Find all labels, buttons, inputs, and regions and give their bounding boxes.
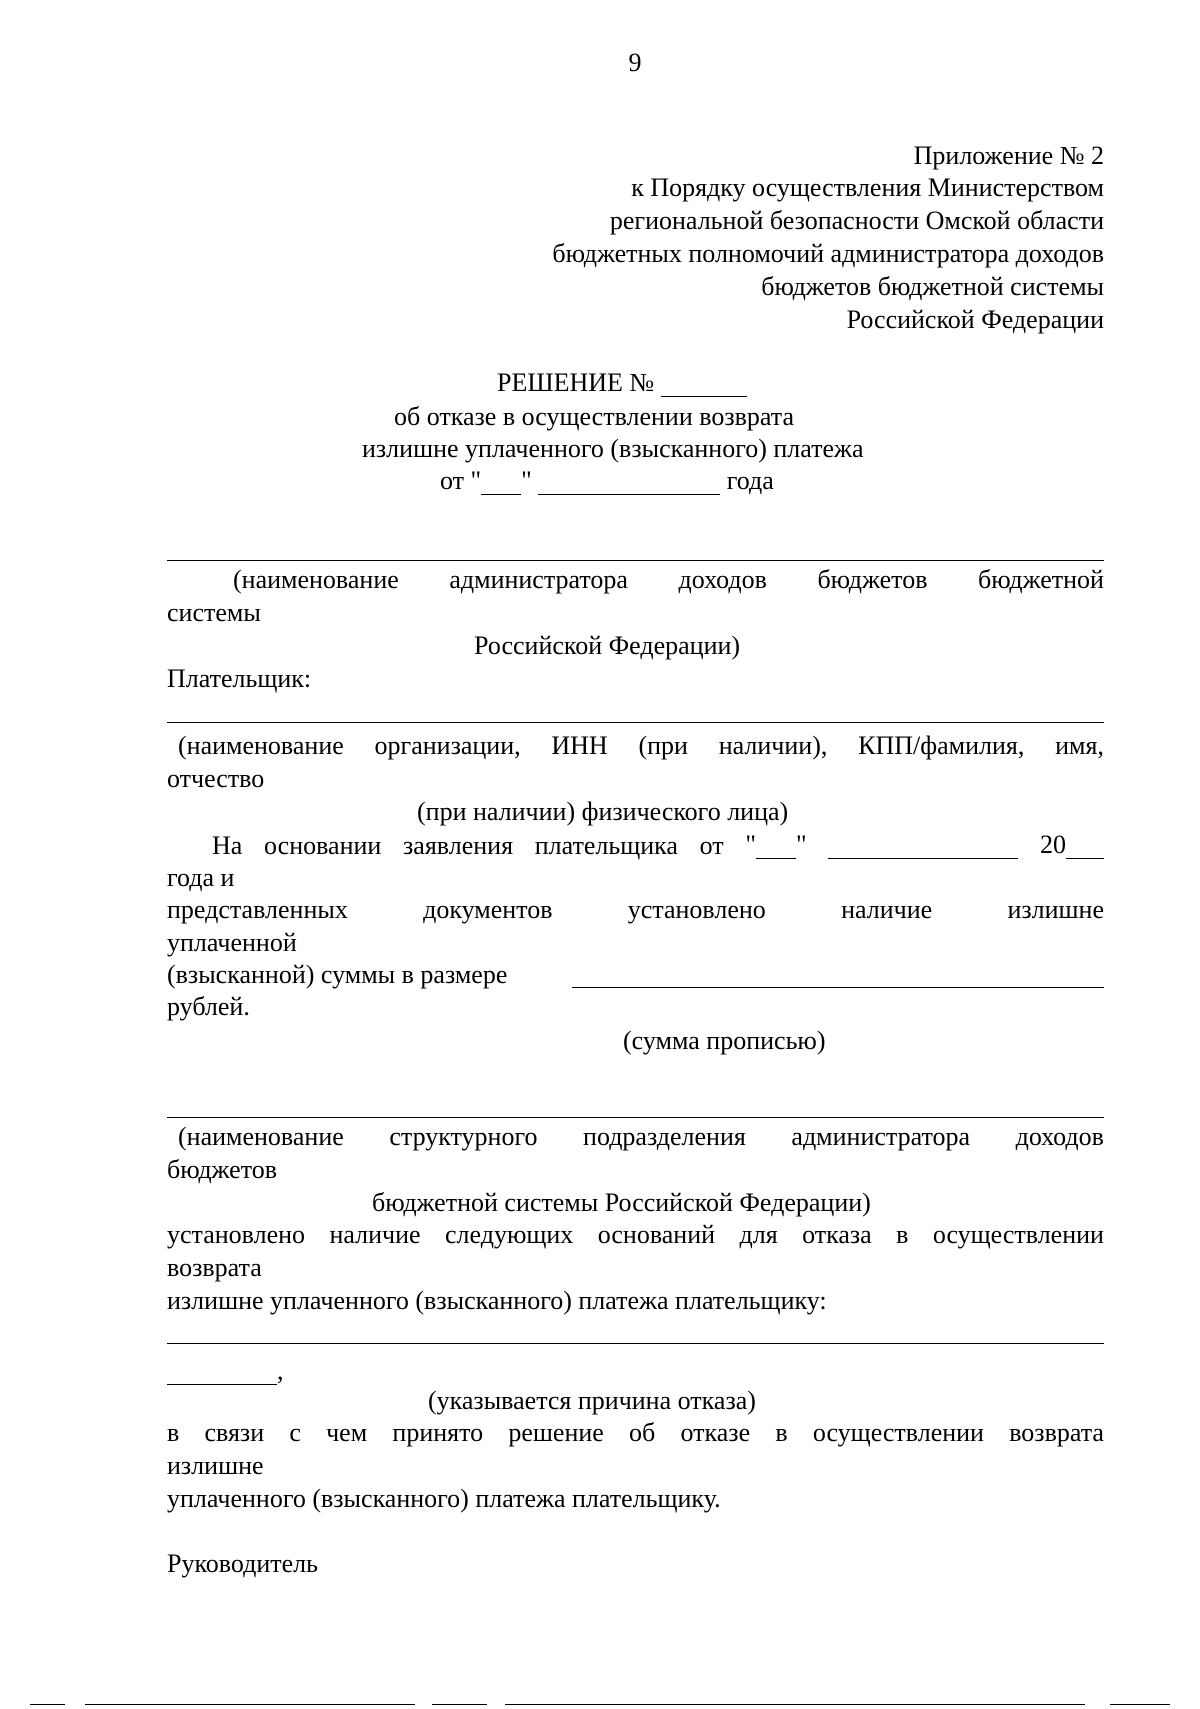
- amount-blank: [572, 987, 1104, 988]
- documents-line: представленных документов установлено наличие излишне: [167, 895, 1104, 924]
- unit-name-line: [167, 1117, 1104, 1118]
- appendix-title: Приложение № 2: [913, 141, 1104, 170]
- payer-name-line: [167, 722, 1104, 723]
- bottom-rule-fragment: [505, 1704, 1085, 1705]
- grounds-line: установлено наличие следующих оснований для отказа в осуществлении: [167, 1220, 1104, 1249]
- conclusion-wrap: излишне: [167, 1451, 264, 1480]
- amount-label: (взысканной) суммы в размере: [167, 960, 508, 989]
- appendix-line: региональной безопасности Омской области: [609, 206, 1104, 235]
- payer-label: Плательщик:: [167, 664, 312, 693]
- documents-wrap: уплаченной: [167, 928, 297, 957]
- bottom-rule-fragment: [1110, 1704, 1170, 1705]
- conclusion-line: в связи с чем принято решение об отказе в осуществлении возврата: [167, 1418, 1104, 1447]
- unit-caption: (наименование структурного подразделения администратора доходов: [178, 1122, 1104, 1151]
- unit-caption-line2: бюджетной системы Российской Федерации): [372, 1188, 871, 1217]
- bottom-rule-fragment: [85, 1704, 415, 1705]
- application-month-blank: [828, 832, 1018, 859]
- application-year-blank: [1066, 832, 1104, 859]
- basis-wrap: года и: [167, 863, 235, 892]
- signatory-label: Руководитель: [167, 1549, 318, 1578]
- appendix-line: бюджетов бюджетной системы: [761, 272, 1104, 301]
- reason-line: [167, 1343, 1104, 1344]
- application-day-blank: [756, 832, 796, 859]
- appendix-line: бюджетных полномочий администратора доходов: [552, 239, 1104, 268]
- grounds-line3: излишне уплаченного (взысканного) платежа плательщику:: [167, 1286, 827, 1315]
- appendix-line: к Порядку осуществления Министерством: [631, 173, 1104, 202]
- month-blank: [538, 468, 720, 495]
- decision-title: РЕШЕНИЕ №: [497, 370, 747, 397]
- conclusion-line3: уплаченного (взысканного) платежа плательщику.: [167, 1484, 721, 1513]
- day-blank: [481, 468, 521, 495]
- unit-caption-wrap: бюджетов: [167, 1155, 278, 1184]
- reason-caption: (указывается причина отказа): [428, 1386, 756, 1415]
- reason-line-end: ,: [167, 1358, 284, 1385]
- basis-line: На основании заявления плательщика от " " 20: [212, 832, 1104, 859]
- reason-blank: [167, 1358, 277, 1385]
- grounds-wrap: возврата: [167, 1253, 262, 1282]
- admin-caption-line2: Российской Федерации): [474, 631, 741, 660]
- decision-subtitle: излишне уплаченного (взысканного) платежа: [362, 434, 864, 463]
- amount-wrap: рублей.: [167, 992, 250, 1021]
- admin-name-line: [167, 560, 1104, 561]
- admin-caption: (наименование администратора доходов бюджетов бюджетной: [233, 565, 1104, 594]
- payer-caption-wrap: отчество: [167, 764, 265, 793]
- bottom-rule-fragment: [432, 1704, 487, 1705]
- appendix-line: Российской Федерации: [846, 305, 1104, 334]
- page-number: 9: [628, 48, 642, 77]
- payer-caption: (наименование организации, ИНН (при наличии), КПП/фамилия, имя,: [178, 731, 1104, 760]
- decision-number-blank: [661, 370, 747, 397]
- decision-date: от " " года: [440, 466, 774, 495]
- amount-caption: (сумма прописью): [623, 1026, 826, 1055]
- admin-caption-wrap: системы: [167, 598, 261, 627]
- bottom-rule-fragment: [30, 1704, 65, 1705]
- decision-subtitle: об отказе в осуществлении возврата: [394, 402, 794, 431]
- payer-caption-line2: (при наличии) физического лица): [417, 797, 789, 826]
